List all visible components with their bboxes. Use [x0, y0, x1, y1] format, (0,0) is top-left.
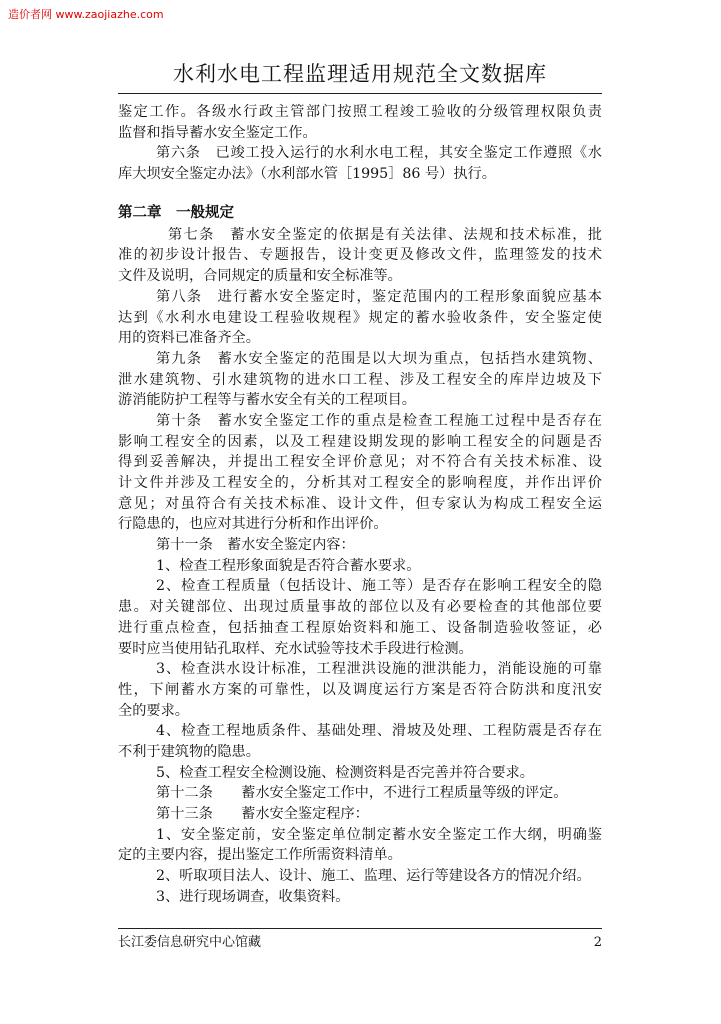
- text-line: 第六条 已竣工投入运行的水利水电工程，其安全鉴定工作遵照《水: [156, 145, 602, 162]
- text-line: 监督和指导蓄水安全鉴定工作。: [118, 124, 317, 141]
- text-line: 第七条 蓄水安全鉴定的依据是有关法律、法规和技术标准，批: [168, 226, 602, 243]
- document-title: 水利水电工程监理适用规范全文数据库: [173, 62, 547, 86]
- text-line: 1、检查工程形象面貌是否符合蓄水要求。: [156, 557, 421, 574]
- text-line: 5、检查工程安全检测设施、检测资料是否完善并符合要求。: [156, 764, 534, 781]
- text-line: 4、检查工程地质条件、基础处理、滑坡及处理、工程防震是否存在: [156, 723, 602, 740]
- text-line: 第十三条 蓄水安全鉴定程序：: [156, 806, 369, 822]
- text-line: 不利于建筑物的隐患。: [118, 743, 260, 760]
- site-watermark: 造价者网 www.zaojiazhe.com: [8, 8, 164, 21]
- text-line: 定的主要内容，提出鉴定工作所需资料清单。: [118, 847, 402, 864]
- footer-divider: [118, 928, 602, 929]
- text-line: 泄水建筑物、引水建筑物的进水口工程、涉及工程安全的库岸边坡及下: [118, 371, 602, 388]
- text-line: 文件及说明，合同规定的质量和安全标准等。: [118, 268, 402, 285]
- text-line: 第十条 蓄水安全鉴定工作的重点是检查工程施工过程中是否存在: [156, 412, 602, 429]
- text-line: 得到妥善解决，并提出工程安全评价意见；对不符合有关技术标准、设: [118, 454, 602, 471]
- text-line: 影响工程安全的因素，以及工程建设期发现的影响工程安全的问题是否: [118, 433, 602, 450]
- text-line: 库大坝安全鉴定办法》（水利部水管［1995］86 号）执行。: [118, 166, 496, 183]
- header-divider: [118, 93, 602, 94]
- text-line: 3、检查洪水设计标准，工程泄洪设施的泄洪能力，消能设施的可靠: [156, 661, 602, 678]
- text-line: 计文件并涉及工程安全的，分析其对工程安全的影响程度，并作出评价: [118, 475, 602, 491]
- text-line: 鉴定工作。各级水行政主管部门按照工程竣工验收的分级管理权限负责: [118, 104, 602, 120]
- text-line: 游消能防护工程等与蓄水安全有关的工程项目。: [118, 392, 416, 409]
- text-line: 2、听取项目法人、设计、施工、监理、运行等建设各方的情况介绍。: [156, 868, 591, 885]
- text-line: 1、安全鉴定前，安全鉴定单位制定蓄水安全鉴定工作大纲，明确鉴: [156, 826, 602, 843]
- text-line: 达到《水利水电建设工程验收规程》规定的蓄水验收条件，安全鉴定使: [118, 309, 602, 326]
- text-line: 2、检查工程质量（包括设计、施工等）是否存在影响工程安全的隐: [156, 578, 602, 595]
- text-line: 行隐患的，也应对其进行分析和作出评价。: [118, 516, 388, 533]
- text-line: 3、进行现场调查，收集资料。: [156, 888, 350, 905]
- text-line: 性，下闸蓄水方案的可靠性，以及调度运行方案是否符合防洪和度汛安: [118, 681, 602, 698]
- page-header: [118, 60, 602, 88]
- text-line: 第九条 蓄水安全鉴定的范围是以大坝为重点，包括挡水建筑物、: [156, 350, 602, 367]
- text-line: 第十一条 蓄水安全鉴定内容：: [156, 537, 355, 554]
- page-number: 2: [593, 935, 602, 950]
- text-line: 意见；对虽符合有关技术标准、设计文件，但专家认为构成工程安全运: [118, 495, 602, 512]
- chapter-heading: 第二章 一般规定: [118, 204, 234, 221]
- text-line: 第十二条 蓄水安全鉴定工作中，不进行工程质量等级的评定。: [156, 785, 568, 802]
- paragraph-gap: [118, 185, 602, 201]
- text-line: 患。对关键部位、出现过质量事故的部位以及有必要检查的其他部位要: [118, 599, 602, 616]
- text-line: 用的资料已准备齐全。: [118, 330, 260, 347]
- text-line: 进行重点检查，包括抽查工程原始资料和施工、设备制造验收签证，必: [118, 619, 602, 636]
- document-body: [118, 102, 602, 907]
- text-line: 全的要求。: [118, 702, 189, 719]
- text-line: 准的初步设计报告、专题报告，设计变更及修改文件，监理签发的技术: [118, 247, 602, 264]
- footer-source: 长江委信息研究中心馆藏: [118, 935, 262, 950]
- text-line: 要时应当使用钻孔取样、充水试验等技术手段进行检测。: [118, 640, 473, 657]
- text-line: 第八条 进行蓄水安全鉴定时，鉴定范围内的工程形象面貌应基本: [156, 288, 602, 305]
